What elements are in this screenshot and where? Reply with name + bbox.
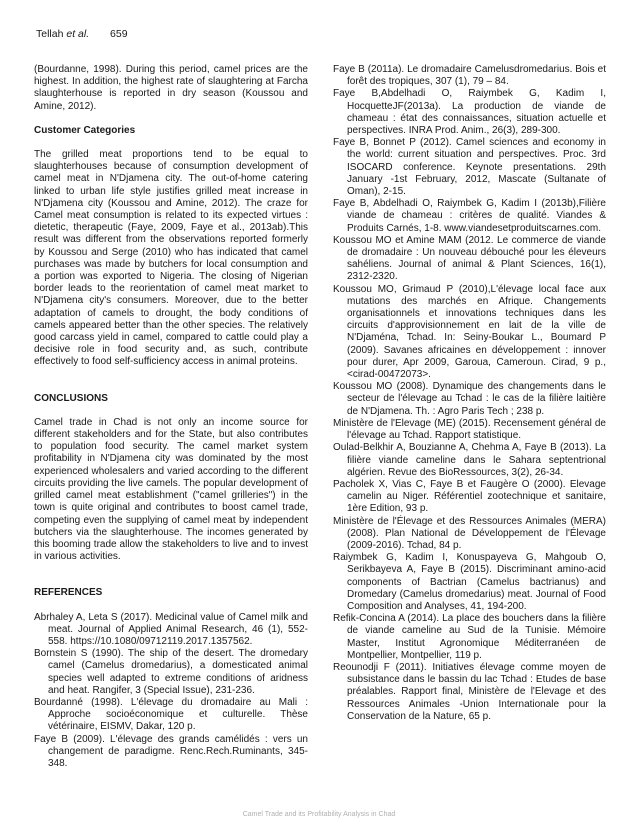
left-column [34,64,308,770]
conclusions-heading: CONCLUSIONS [34,392,108,404]
intro-paragraph: (Bourdanne, 1998). During this period, camel prices are the highest. In addition, the highest rate of slaughtering at Farcha slaughterhouse is reported in dry season (Koussou and Amine, 2012). [34,64,308,112]
customer-categories-paragraph: The grilled meat proportions tend to be equal to slaughterhouses because of consumption development of camel meat in N'Djamena city. The out-of-home catering linked to urban life style justifies grilled meat increase in N'Djamena city (Koussou and Amine, 2012). The craze for Camel meat consumption is related to its expected virtues : dietetic, therapeutic (Faye, 2009, Faye et al., 2013ab).This result was different from the observations reported formerly by Koussou and Serge (2010) who has indicated that camel purchases was made by butchers for local consumption and a portion was exported to Nigeria. The closing of Nigerian border leads to the reorientation of camel meat market to N'Djamena city's consumers. Moreover, due to the better adaptation of camels to drought, the body conditions of camels appeared better than the other species. The relatively good carcass yield in camel, compared to cattle could play a decisive role in food security and, as such, contribute effectively to food self-sufficiency access in animal proteins. [34,149,308,368]
reference-entry: Koussou MO (2008). Dynamique des changements dans le secteur de l'élevage au Tchad : le cas de la filière laitière de N'Djamena. Th. : Agro Paris Tech ; 238 p. [333,381,606,417]
conclusions-paragraph: Camel trade in Chad is not only an income source for different stakeholders and for the State, but also contributes to population food security. The camel market system profitability in N'Djamena city was dominated by the most experienced wholesalers and varied according to the different circuits providing the live camels. The popular development of grilled camel meat establishment ("camel grilleries") in the town is quite original and contributes to boost camel trade, competing even the supplying of camel meat by independent butchers via the slaughterhouse. The incomes generated by this booming trade allow the stakeholders to live and to invest in various activities. [34,416,308,563]
reference-entry: Faye B (2011a). Le dromadaire Camelusdromedarius. Bois et forêt des tropiques, 307 (1), 79 – 84. [333,64,606,88]
header-authors: Tellah et al. [36,28,90,40]
reference-entry: Ministère de l'Élevage et des Ressources Animales (MERA) (2008). Plan National de Développement de l'Élevage (2009-2016). Tchad, 84 p. [333,515,606,551]
reference-entry: Abrhaley A, Leta S (2017). Medicinal value of Camel milk and meat. Journal of Applied Animal Research, 46 (1), 552-558. https://10.1080/09712119.2017.1357562. [34,611,308,647]
reference-entry: Raiymbek G, Kadim I, Konuspayeva G, Mahgoub O, Serikbayeva A, Faye B (2015). Discriminant amino-acid components of Bactrian (Camelus bactrianus) and Dromedary (Camelus dromedarius) meat. Journal of Food Composition and Analyses, 41, 194-200. [333,552,606,612]
reference-entry: Faye B,Abdelhadi O, Raiymbek G, Kadim I, HocquetteJF(2013a). La production de viande de chameau : état des connaissances, situation actuelle et perspectives. INRA Prod. Anim., 26(3), 289-300. [333,88,606,137]
running-header [36,28,128,40]
reference-entry: Ministère de l'Elevage (ME) (2015). Recensement général de l'élevage au Tchad. Rapport statistique. [333,417,606,442]
reference-entry: Faye B (2009). L'élevage des grands camélidés : vers un changement de paradigme. Renc.Rech.Ruminants, 345-348. [34,733,308,769]
reference-entry: Oulad-Belkhir A, Bouzianne A, Chehma A, Faye B (2013). La filière viande cameline dans le Sahara septentrional algérien. Revue des BioRessources, 3(2), 26-34. [333,442,606,478]
reference-entry: Bourdanné (1998). L'élevage du dromadaire au Mali : Approche socioéconomique et culturelle. Thèse vétérinaire, EISMV, Dakar, 120 p. [34,696,308,733]
running-footer: Camel Trade and its Profitability Analysis in Chad [242,811,396,818]
right-column [333,64,606,723]
reference-entry: Pacholek X, Vias C, Faye B et Faugère O (2000). Elevage camelin au Niger. Référentiel zootechnique et sanitaire, 1ère Edition, 93 p. [333,478,606,515]
page-number: 659 [110,28,128,40]
reference-entry: Koussou MO, Grimaud P (2010),L'élevage local face aux mutations des marchés en Afrique. Changements organisationnels et innovations techniques dans les circuits d'approvisionnement en lait de la ville de N'Djaména, Tchad. In: Seiny-Boukar L., Boumard P (2009). Savanes africaines en développement : innover pour durer, Apr 2009, Garoua, Cameroun. Cirad, 9 p., <cirad-00472073>. [333,283,606,381]
reference-entry: Reounodji F (2011). Initiatives élevage comme moyen de subsistance dans le bassin du lac Tchad : Etudes de base préalables. Rapport final, Ministère de l'Elevage et des Ressources Animales -Union Internationale pour la Conservation de la Nature, 65 p. [333,661,606,722]
reference-entry: Refik-Concina A (2014). La place des bouchers dans la filière de viande cameline au Sud de la Tunisie. Mémoire Master, Institut Agronomique Méditerranéen de Montpellier, Montpellier, 119 p. [333,613,606,661]
reference-entry: Faye B, Bonnet P (2012). Camel sciences and economy in the world: current situation and perspectives. Proc. 3rd ISOCARD conference. Keynote presentations. 29th January -1st February, 2012, Mascate (Sultanate of Oman), 2-15. [333,137,606,198]
reference-entry: Bornstein S (1990). The ship of the desert. The dromedary camel (Camelus dromedarius), a domesticated animal species well adapted to extreme conditions of aridness and heat. Rangifer, 3 (Special Issue), 231-236. [34,648,308,696]
reference-entry: Faye B, Abdelhadi O, Raiymbek G, Kadim I (2013b),Filière viande de chameau : critères de qualité. Viandes & Produits Carnés, 1-8. www.viandesetproduitscarnes.com. [333,198,606,234]
customer-categories-heading: Customer Categories [34,124,136,136]
reference-entry: Koussou MO et Amine MAM (2012. Le commerce de viande de dromadaire : Un nouveau débouché pour les éleveurs sahéliens. Journal of animal & Plant Sciences, 16(1), 2312-2320. [333,234,606,283]
references-heading: REFERENCES [34,587,103,599]
